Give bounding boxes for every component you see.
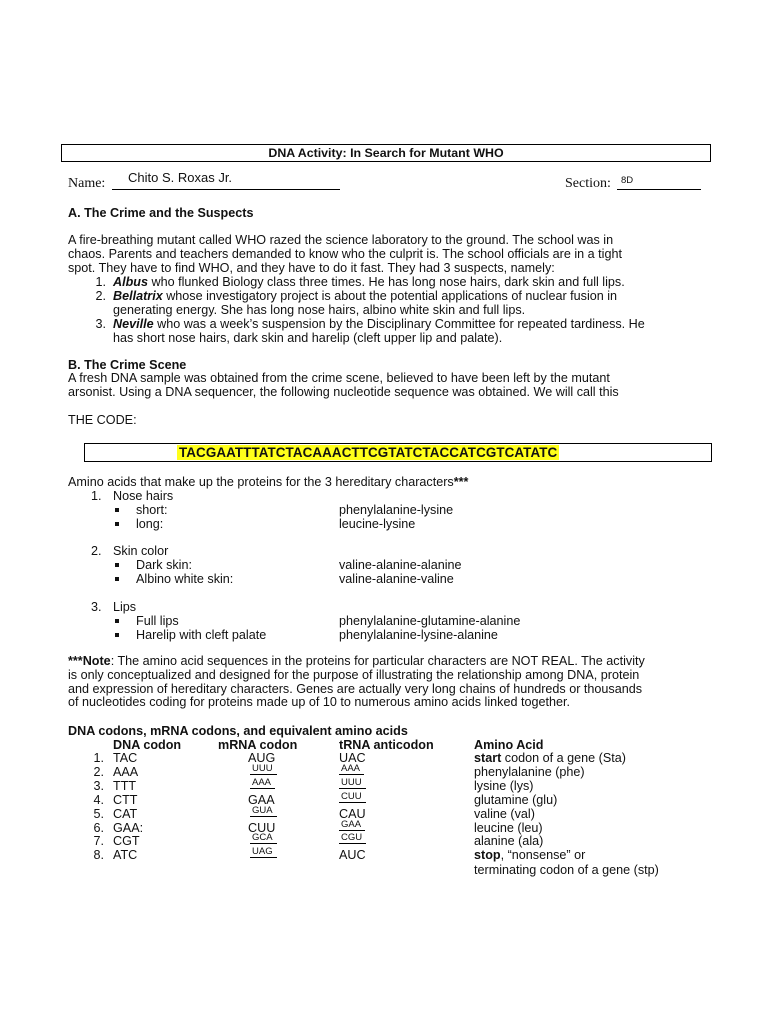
suspect-name: Bellatrix [113,289,163,303]
amino-acid: phenylalanine (phe) [474,764,585,779]
trna-anticodon: AUC [339,848,366,863]
bullet-icon [115,577,119,581]
dna-codon: CAT [113,806,138,821]
section-a-heading: A. The Crime and the Suspects [68,206,254,220]
bullet-icon [115,508,119,512]
dna-codon: ATC [113,848,138,863]
trna-anticodon: UAC [339,751,366,765]
row-number: 3. [93,778,104,793]
codon-table-row [0,751,768,765]
trna-anticodon: CUU [339,791,366,803]
note-paragraph: ***Note: The amino acid sequences in the proteins for particular characters are NOT REAL. The activity is only conceptualized and designed for the purpose of illustrating the relationship among DNA, protein and expression of hereditary characters. Genes are actually very long chains of hundreds or thousands of nucleotides coding for proteins made up of 10 to numerous amino acids linked together. [68,654,645,710]
row-number: 8. [93,848,104,863]
mrna-codon: CUU [248,820,276,835]
row-number: 1. [93,751,104,765]
name-field[interactable] [112,170,340,190]
paragraph-line: A fresh DNA sample was obtained from the crime scene, believed to have been left by the mutant [68,371,610,385]
name-value: Chito S. Roxas Jr. [128,170,233,185]
bullet-icon [115,563,119,567]
dna-codon: TTT [113,778,137,793]
mrna-codon: UAG [250,846,277,858]
trna-anticodon: GAA [339,819,365,831]
amino-acid: stop, “nonsense” or [474,848,586,863]
dna-codon: CTT [113,792,138,807]
mrna-codon: GUA [250,805,277,817]
bullet-icon [115,522,119,526]
section-field[interactable] [617,176,701,190]
amino-acid: glutamine (glu) [474,792,558,807]
mrna-codon: AUG [248,751,276,765]
paragraph-line: A fire-breathing mutant called WHO razed the science laboratory to the ground. The school was in [68,233,614,247]
bullet-icon [115,633,119,637]
note-label: ***Note [68,654,111,668]
section-label: Section: [565,176,611,191]
dna-code-sequence: TACGAATTTATCTACAAACTTCGTATCTACCATCGTCATATC [179,445,558,460]
row-number: 2. [93,764,104,779]
amino-acid: leucine (leu) [474,820,543,835]
codon-table-row [0,776,768,793]
mrna-codon: AAA [250,777,275,789]
section-b-paragraph [68,372,708,400]
trna-anticodon: CAU [339,806,366,821]
suspect-name: Neville [113,317,154,331]
row-number: 7. [93,834,104,849]
mrna-codon: GCA [250,832,277,844]
codon-table-title: DNA codons, mRNA codons, and equivalent amino acids [68,724,408,738]
trna-anticodon: UUU [339,777,366,789]
section-a-paragraph [68,234,708,275]
paragraph-line: arsonist. Using a DNA sequencer, the following nucleotide sequence was obtained. We will call this [68,384,619,399]
codon-table-header: DNA codon mRNA codon tRNA anticodon Amino Acid [113,738,544,752]
mrna-codon: UUU [250,763,277,775]
codon-table-row [0,804,768,821]
codon-table-row [0,834,768,848]
amino-acid: alanine (ala) [474,834,544,849]
mrna-codon: GAA [248,792,275,807]
suspect-name: Albus [113,275,148,289]
worksheet-title: DNA Activity: In Search for Mutant WHO [61,144,711,162]
row-number: 6. [93,820,104,835]
bullet-icon [115,619,119,623]
trna-anticodon: AAA [339,763,364,775]
dna-codon: GAA: [113,820,144,835]
code-label: THE CODE: [68,413,137,427]
amino-acid: start codon of a gene (Sta) [474,751,626,765]
row-number: 4. [93,792,104,807]
trna-anticodon: CGU [339,832,366,844]
traits-intro: Amino acids that make up the proteins for the 3 hereditary characters*** [68,475,469,489]
dna-codon: CGT [113,834,140,849]
row-number: 5. [93,806,104,821]
dna-codon: TAC [113,751,138,765]
codon-table-last-line: terminating codon of a gene (stp) [474,863,659,877]
codon-table-row [0,790,768,807]
codon-table-row [0,818,768,835]
code-box [84,443,712,462]
name-label: Name: [68,176,106,191]
paragraph-line: spot. They have to find WHO, and they have to do it fast. They had 3 suspects, namely: [68,260,555,275]
dna-codon: AAA [113,764,139,779]
amino-acid: valine (val) [474,806,535,821]
codon-table-row [0,762,768,779]
paragraph-line: chaos. Parents and teachers demanded to know who the culprit is. The school officials are in a tight [68,246,622,261]
section-value: 8D [621,175,634,186]
codon-table-row [0,848,768,862]
amino-acid: lysine (lys) [474,778,534,793]
section-b-heading: B. The Crime Scene [68,358,187,372]
